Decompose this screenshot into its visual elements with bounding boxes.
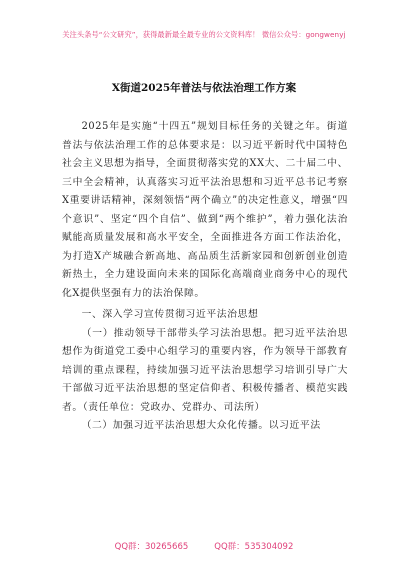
qq-group-label: QQ群：30265665 [114,542,189,552]
footer-qq-groups [0,540,408,552]
header-banner: 关注头条号“公文研究”，获得最新最全最专业的公文资料库！ 微信公众号：gongwenyj [62,30,346,39]
qq-group-label: QQ群：535304092 [214,542,294,552]
intro-paragraph: 2025年是实施“十四五”规划目标任务的关键之年。街道普法与依法治理工作的总体要求是：以习近平新时代中国特色社会主义思想为指导，全面贯彻落实党的XX大、二十届二中、三中全会精神，认真落实习近平法治思想和习近平总书记考察X重要讲话精神，深刻领悟“两个确立”的决定性意义，增强“四个意识”、坚定“四个自信”、做到“两个维护”，着力强化法治赋能高质量发展和高水平安全，全面推进各方面工作法治化，为打造X产城融合新高地、高品质生活新家园和创新创业创造新热土，全力建设面向未来的国际化高端商业商务中心的现代化X提供坚强有力的法治保障。 [62,121,348,299]
section-heading: 一、深入学习宣传贯彻习近平法治思想 [81,309,259,320]
item-paragraph: （一）推动领导干部带头学习法治思想。把习近平法治思想作为街道党工委中心组学习的重要内容，作为领导干部教育培训的重点课程，持续加强习近平法治思想学习培训引导广大干部做习近平法治思想的坚定信仰者、积极传播者、模范实践者。（责任单位：党政办、党群办、司法所） [62,327,348,413]
document-title: X街道2025年普法与依法治理工作方案 [111,82,297,94]
item-paragraph: （二）加强习近平法治思想大众化传播。以习近平法 [81,420,321,431]
document-body [62,118,348,436]
